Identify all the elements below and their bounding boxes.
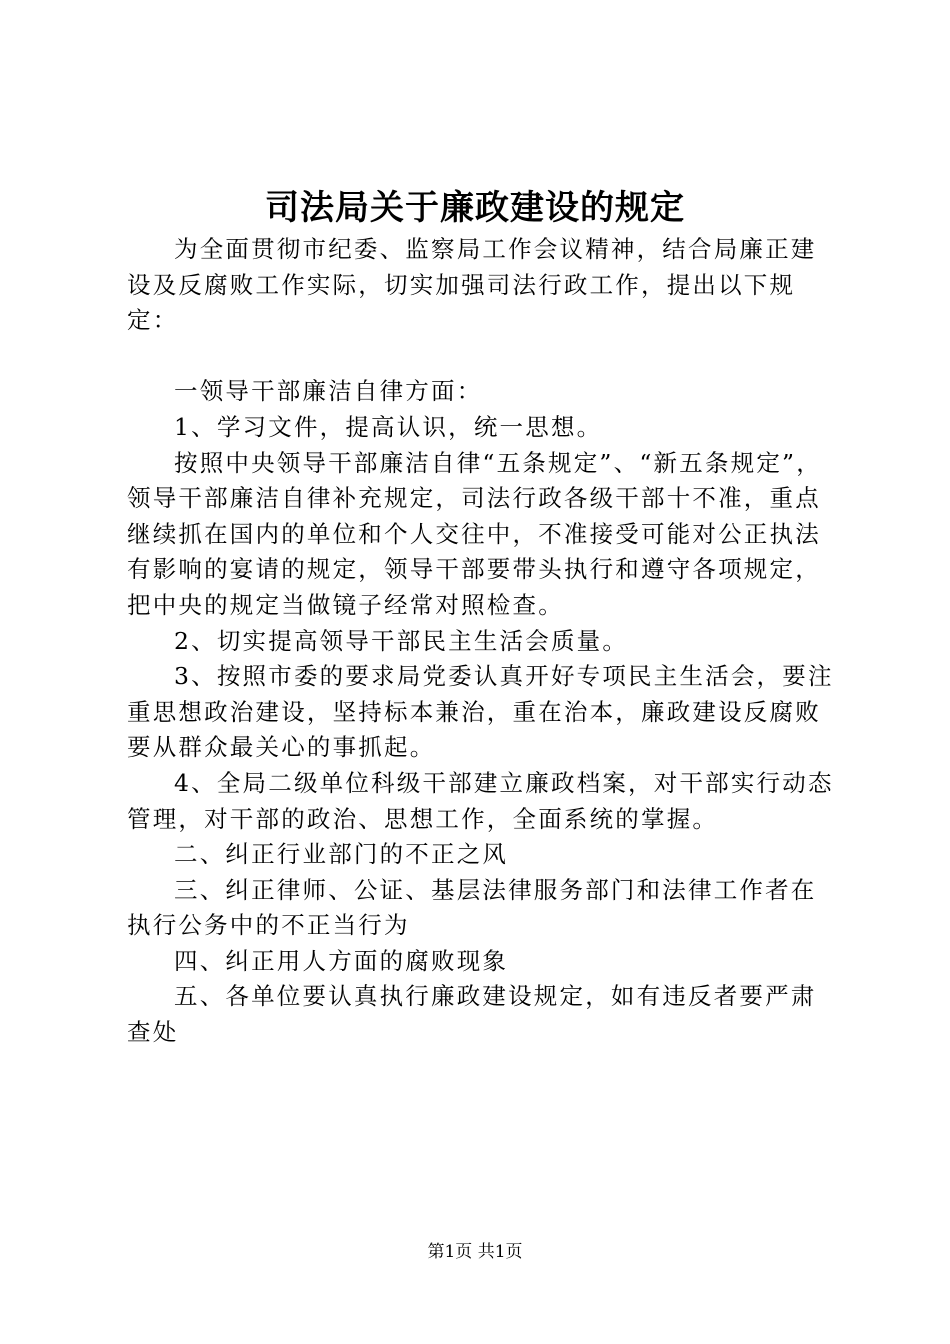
paragraph-section-three: 三、纠正律师、公证、基层法律服务部门和法律工作者在执行公务中的不正当行为 [127, 875, 817, 940]
document-body [127, 232, 837, 1051]
paragraph-section-five: 五、各单位要认真执行廉政建设规定，如有违反者要严肃查处 [127, 982, 817, 1047]
paragraph-item-1: 1、学习文件，提高认识，统一思想。 [174, 412, 603, 441]
paragraph-item-2: 2、切实提高领导干部民主生活会质量。 [174, 626, 629, 655]
paragraph-intro: 为全面贯彻市纪委、监察局工作会议精神，结合局廉正建设及反腐败工作实际，切实加强司法行政工作，提出以下规定： [127, 235, 817, 335]
paragraph-section-four: 四、纠正用人方面的腐败现象 [174, 946, 509, 975]
paragraph-item-1-detail: 按照中央领导干部廉洁自律“五条规定”、“新五条规定”，领导干部廉洁自律补充规定，司法行政各级干部十不准，重点继续抓在国内的单位和个人交往中，不准接受可能对公正执法有影响的宴请的规定，领导干部要带头执行和遵守各项规定，把中央的规定当做镜子经常对照检查。 [127, 448, 822, 619]
paragraph-item-4: 4、全局二级单位科级干部建立廉政档案，对干部实行动态管理，对干部的政治、思想工作，全面系统的掌握。 [127, 768, 834, 833]
page-footer: 第1页 共1页 [427, 1242, 523, 1262]
paragraph-section-one: 一领导干部廉洁自律方面： [174, 377, 483, 406]
paragraph-section-two: 二、纠正行业部门的不正之风 [174, 840, 509, 869]
paragraph-item-3: 3、按照市委的要求局党委认真开好专项民主生活会，要注重思想政治建设，坚持标本兼治，重在治本，廉政建设反腐败要从群众最关心的事抓起。 [127, 662, 834, 762]
document-title: 司法局关于廉政建设的规定 [265, 188, 685, 228]
